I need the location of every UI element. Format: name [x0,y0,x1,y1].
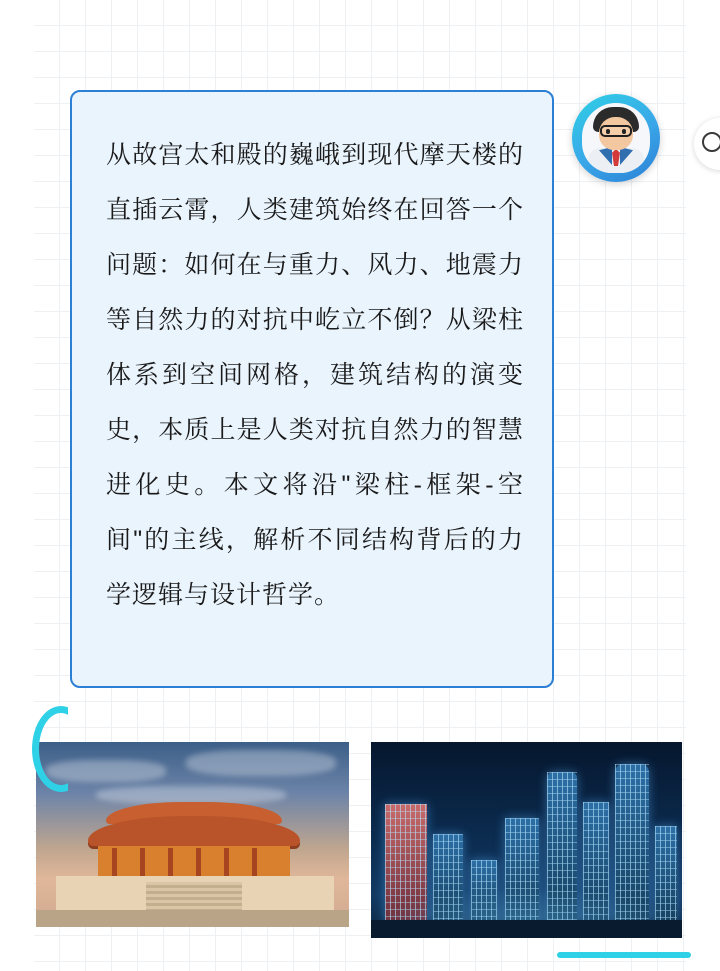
intro-card-text: 从故宫太和殿的巍峨到现代摩天楼的直插云霄，人类建筑始终在回答一个问题：如何在与重力、风力、地震力等自然力的对抗中屹立不倒？从梁柱体系到空间网格，建筑结构的演变史，本质上是人类对抗自然力的智慧进化史。本文将沿"梁柱-框架-空间"的主线，解析不同结构背后的力学逻辑与设计哲学。 [106,141,524,609]
palace-column [252,848,257,876]
avatar-face [582,103,650,173]
palace-column [168,848,173,876]
skyscrapers-photo[interactable] [371,742,682,938]
palace-plaza [36,910,349,927]
palace-column [112,848,117,876]
palace-body [98,846,290,876]
glasses-icon [600,125,632,137]
home-indicator-bar[interactable] [557,952,691,958]
palace-column [140,848,145,876]
avatar-eye-right [622,129,626,134]
intro-card [70,90,554,688]
cloud-shape [186,750,336,776]
palace-column [196,848,201,876]
avatar-eye-left [606,129,610,134]
presenter-avatar[interactable] [572,94,660,182]
circle-icon [702,132,720,152]
city-ground [371,920,682,938]
forbidden-city-photo[interactable] [36,742,349,927]
palace-column [224,848,229,876]
left-gutter [0,0,34,971]
